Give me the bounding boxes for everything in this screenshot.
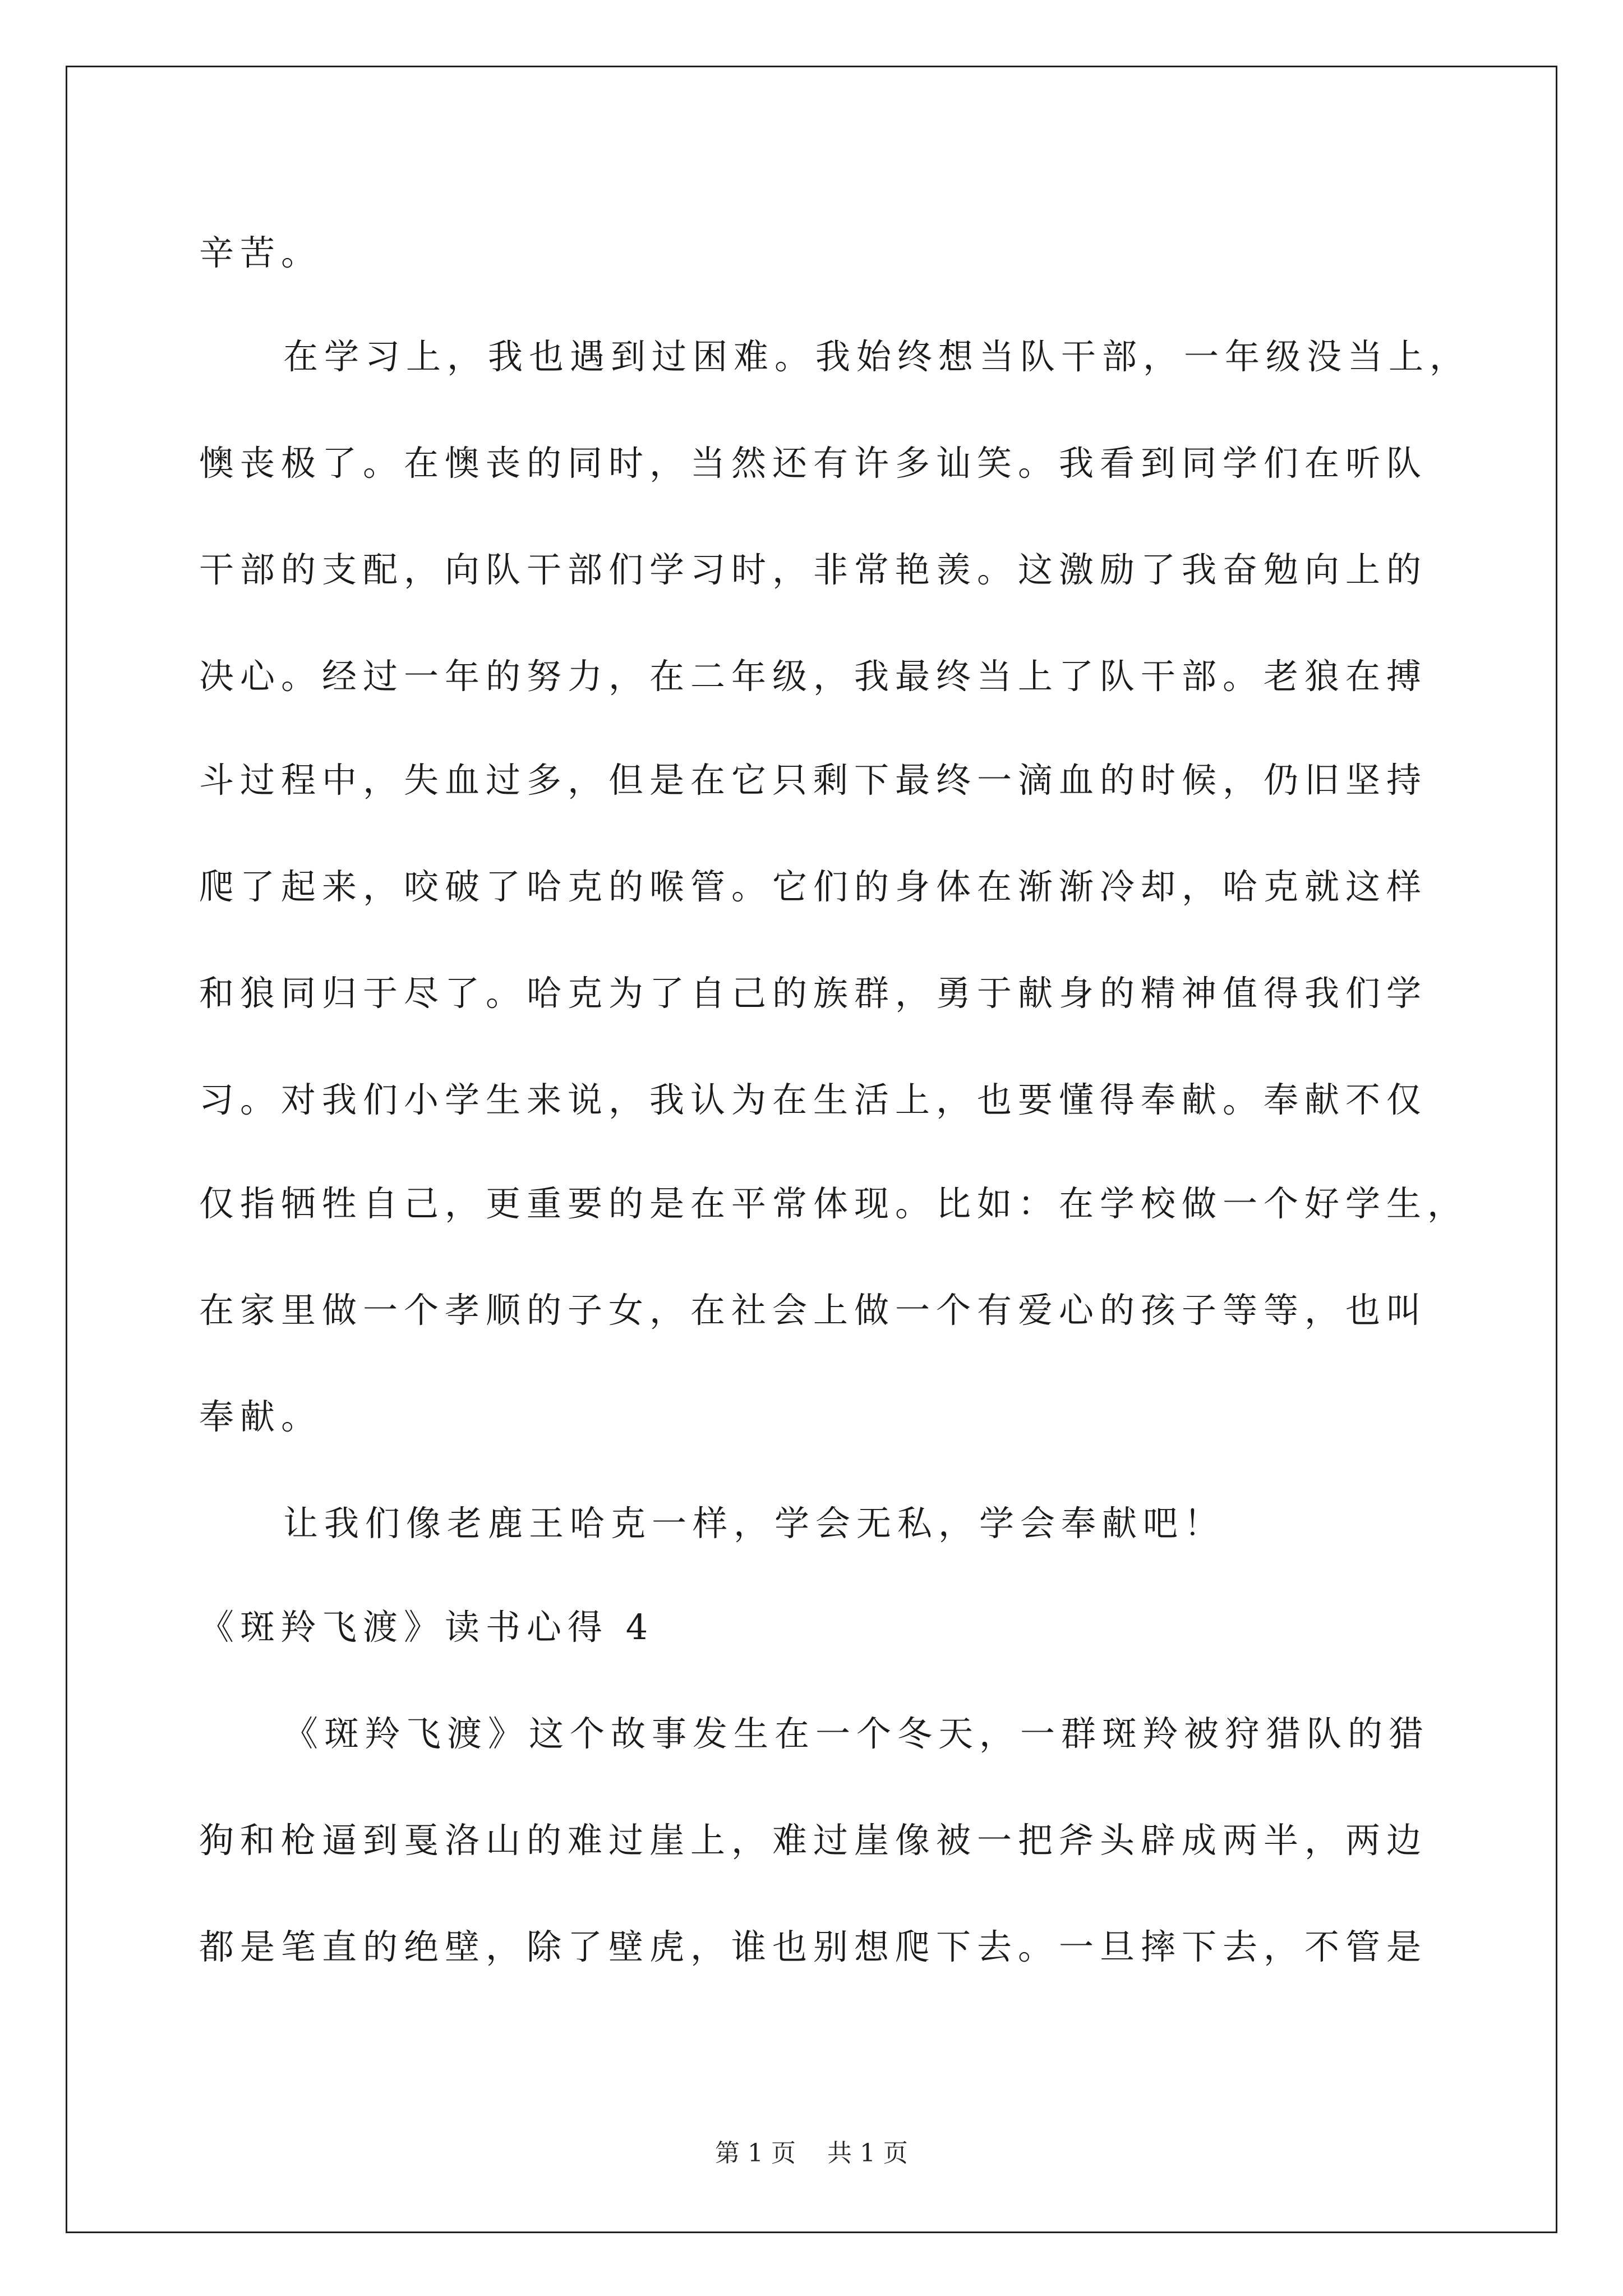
text-line: 懊丧极了。在懊丧的同时，当然还有许多讪笑。我看到同学们在听队 xyxy=(199,443,1428,484)
text-line: 仅指牺牲自己，更重要的是在平常体现。比如：在学校做一个好学生， xyxy=(199,1183,1469,1224)
text-line: 让我们像老鹿王哈克一样，学会无私，学会奉献吧！ xyxy=(283,1503,1225,1544)
text-line: 辛苦。 xyxy=(199,232,322,273)
text-line: 习。对我们小学生来说，我认为在生活上，也要懂得奉献。奉献不仅 xyxy=(199,1079,1428,1120)
text-line: 都是笔直的绝壁，除了壁虎，谁也别想爬下去。一旦摔下去，不管是 xyxy=(199,1926,1428,1967)
text-line: 《斑羚飞渡》这个故事发生在一个冬天，一群斑羚被狩猎队的猎 xyxy=(283,1713,1430,1754)
text-line: 在学习上，我也遇到过困难。我始终想当队干部，一年级没当上， xyxy=(283,336,1471,377)
text-line: 奉献。 xyxy=(199,1396,322,1437)
text-line: 狗和枪逼到戛洛山的难过崖上，难过崖像被一把斧头辟成两半，两边 xyxy=(199,1820,1428,1861)
page-border xyxy=(66,66,1557,2233)
text-line: 在家里做一个孝顺的子女，在社会上做一个有爱心的孩子等等，也叫 xyxy=(199,1290,1428,1331)
text-line: 斗过程中，失血过多，但是在它只剩下最终一滴血的时候，仍旧坚持 xyxy=(199,760,1428,800)
text-line: 干部的支配，向队干部们学习时，非常艳羡。这激励了我奋勉向上的 xyxy=(199,549,1428,590)
text-line: 决心。经过一年的努力，在二年级，我最终当上了队干部。老狼在搏 xyxy=(199,656,1428,697)
text-line: 和狼同归于尽了。哈克为了自己的族群，勇于献身的精神值得我们学 xyxy=(199,973,1428,1014)
section-heading: 《斑羚飞渡》读书心得 4 xyxy=(199,1607,654,1648)
page-number-footer: 第 1 页 共 1 页 xyxy=(715,2139,908,2168)
text-line: 爬了起来，咬破了哈克的喉管。它们的身体在渐渐冷却，哈克就这样 xyxy=(199,866,1428,907)
